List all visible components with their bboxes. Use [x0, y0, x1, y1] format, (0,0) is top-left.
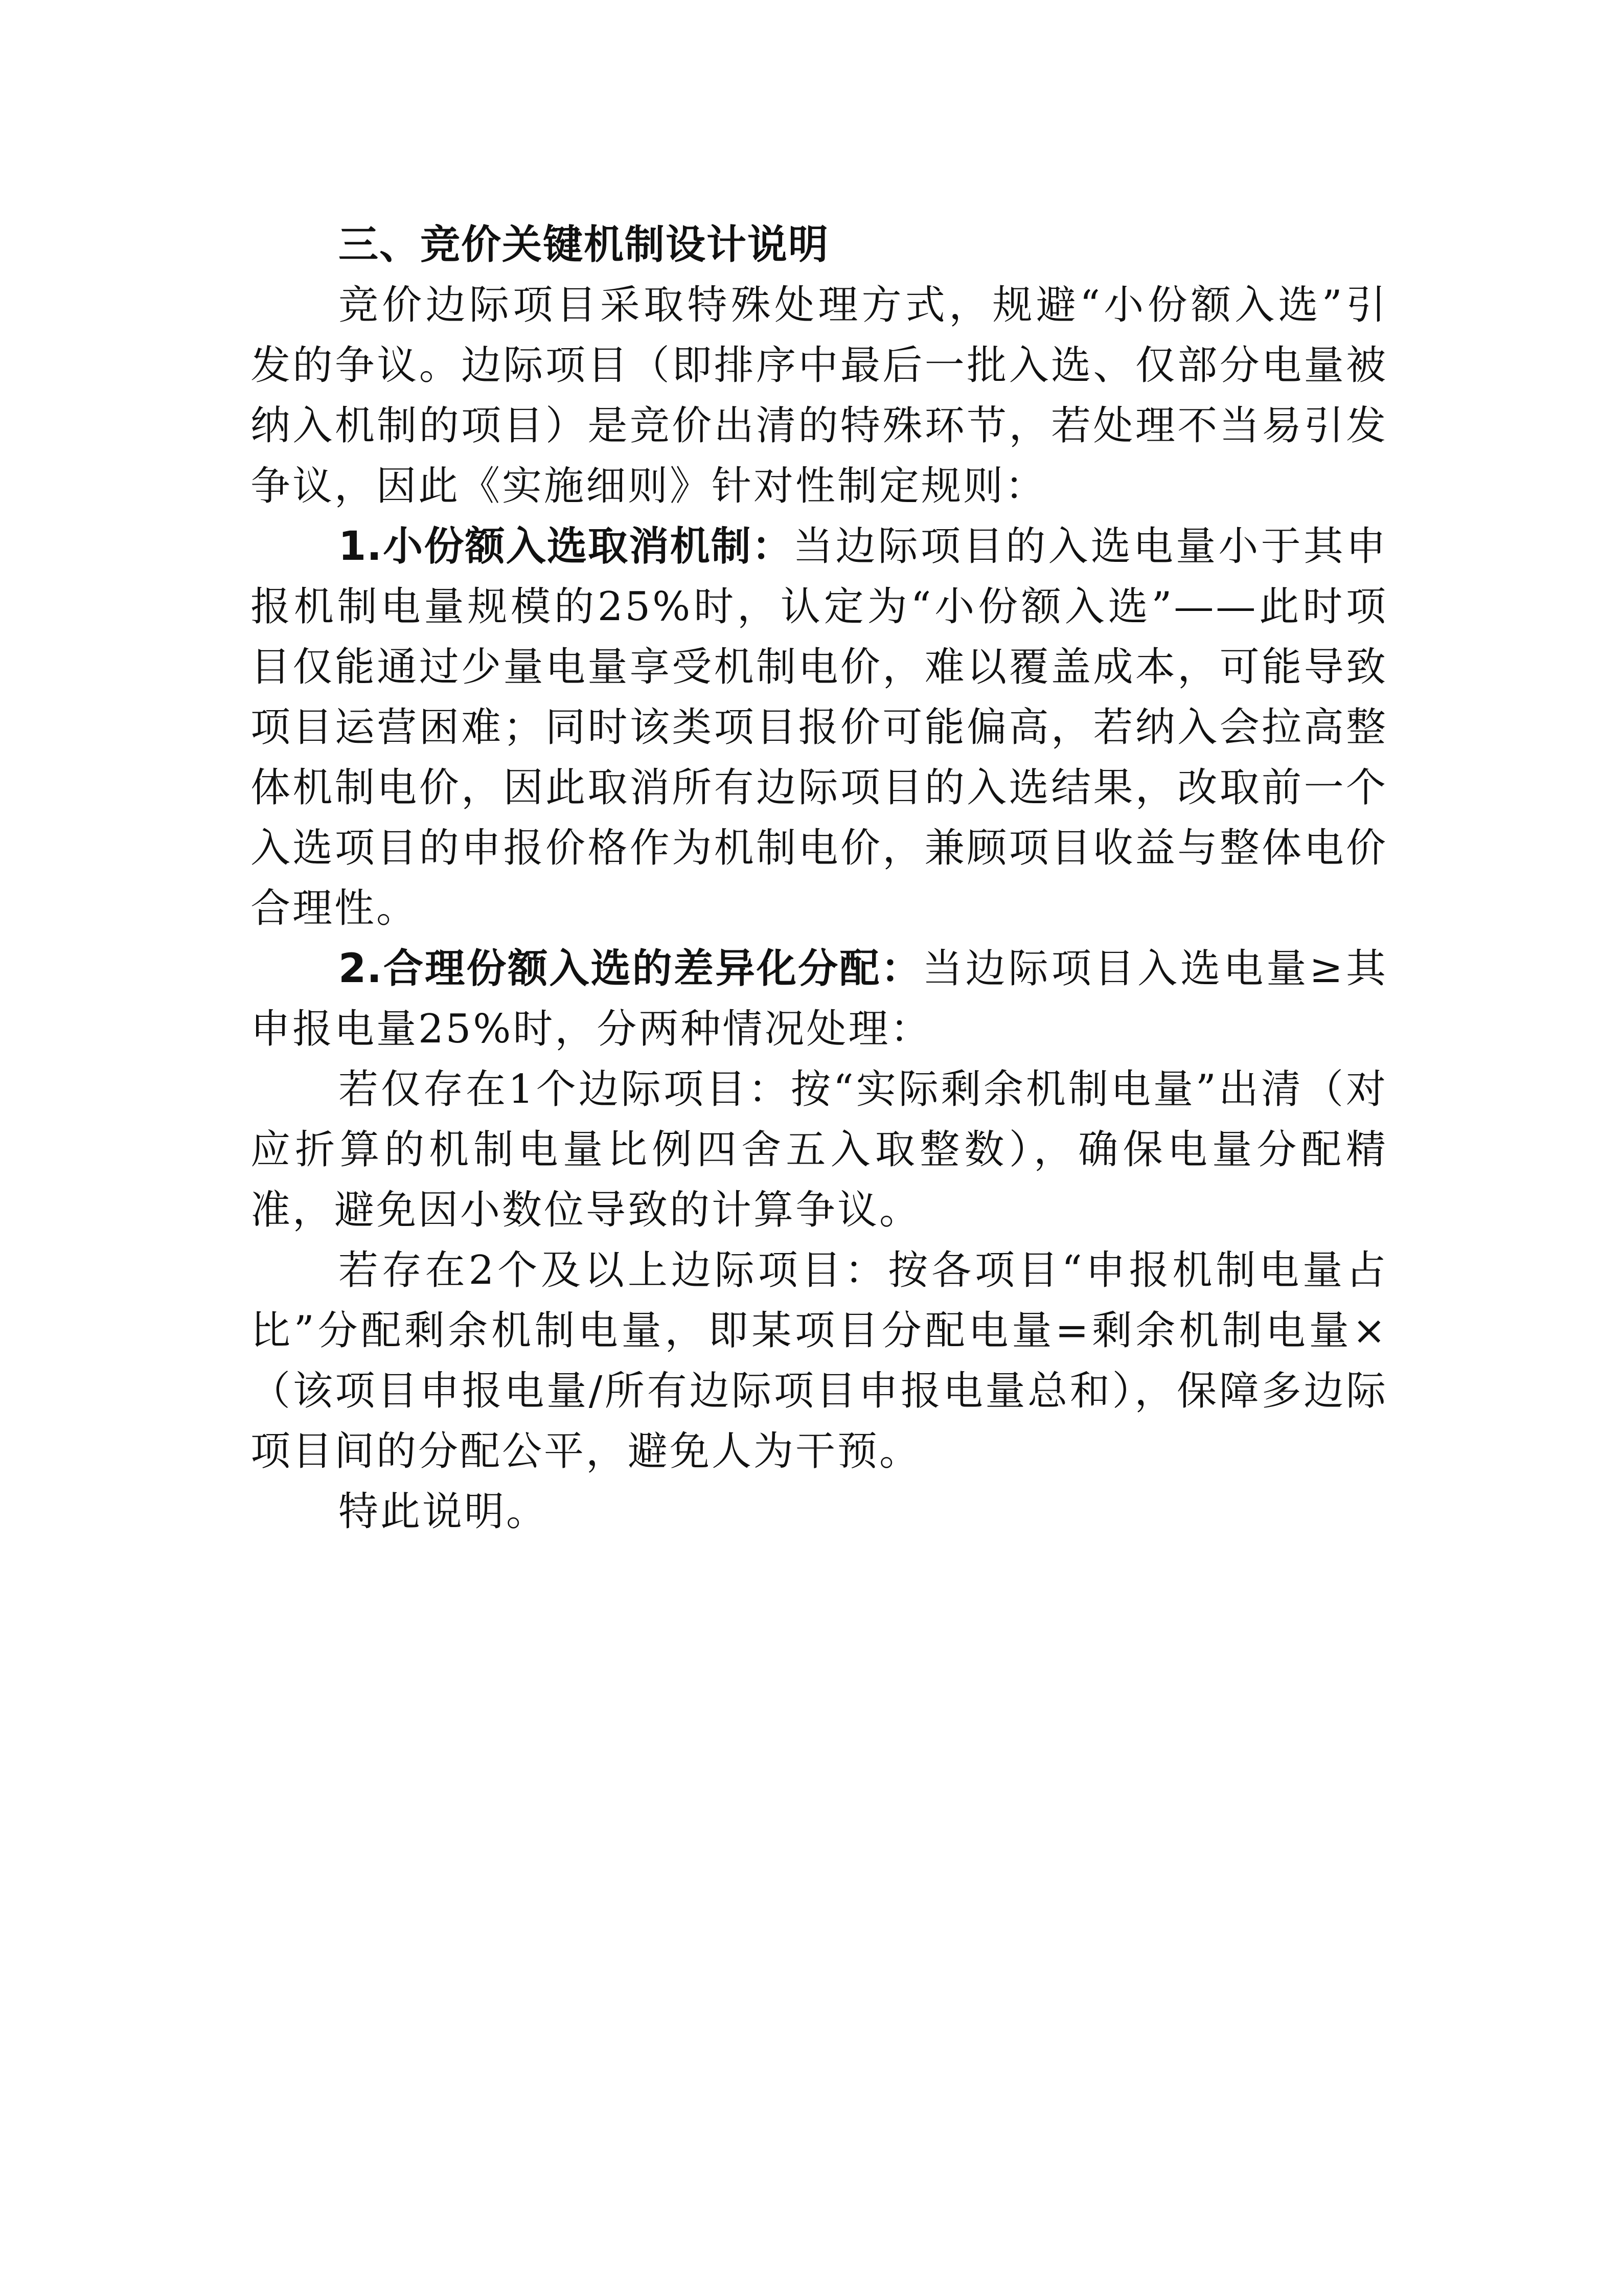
- document-page: [250, 215, 1388, 1542]
- paragraph-case-multiple: [250, 1240, 1388, 1482]
- paragraph-closing: [250, 1482, 1388, 1542]
- section-heading: 三、竞价关键机制设计说明: [338, 222, 830, 268]
- rule-1-title: 1.小份额入选取消机制：: [338, 524, 793, 570]
- paragraph-rule-1: [250, 516, 1388, 939]
- paragraph-text: 当边际项目的入选电量小于其申报机制电量规模的25%时，认定为“小份额入选”——此时项目仅能通过少量电量享受机制电价，难以覆盖成本，可能导致项目运营困难；同时该类项目报价可能偏高，若纳入会拉高整体机制电价，因此取消所有边际项目的入选结果，改取前一个入选项目的申报价格作为机制电价，兼顾项目收益与整体电价合理性。: [250, 524, 1388, 931]
- paragraph-intro: [250, 275, 1388, 516]
- paragraph-case-single: [250, 1059, 1388, 1240]
- paragraph-text: 若存在2个及以上边际项目：按各项目“申报机制电量占比”分配剩余机制电量，即某项目分配电量=剩余机制电量×（该项目申报电量/所有边际项目申报电量总和），保障多边际项目间的分配公平，避免人为干预。: [250, 1247, 1388, 1474]
- paragraph-text: 当边际项目入选电量≥其申报电量25%时，分两种情况处理：: [250, 946, 1388, 1052]
- paragraph-text: 竞价边际项目采取特殊处理方式，规避“小份额入选”引发的争议。边际项目（即排序中最后一批入选、仅部分电量被纳入机制的项目）是竞价出清的特殊环节，若处理不当易引发争议，因此《实施细则》针对性制定规则：: [250, 282, 1388, 509]
- paragraph-text: 若仅存在1个边际项目：按“实际剩余机制电量”出清（对应折算的机制电量比例四舍五入取整数），确保电量分配精准，避免因小数位导致的计算争议。: [250, 1066, 1388, 1233]
- paragraph-text: 特此说明。: [338, 1489, 548, 1535]
- paragraph-rule-2: [250, 939, 1388, 1059]
- rule-2-title: 2.合理份额入选的差异化分配：: [338, 946, 923, 992]
